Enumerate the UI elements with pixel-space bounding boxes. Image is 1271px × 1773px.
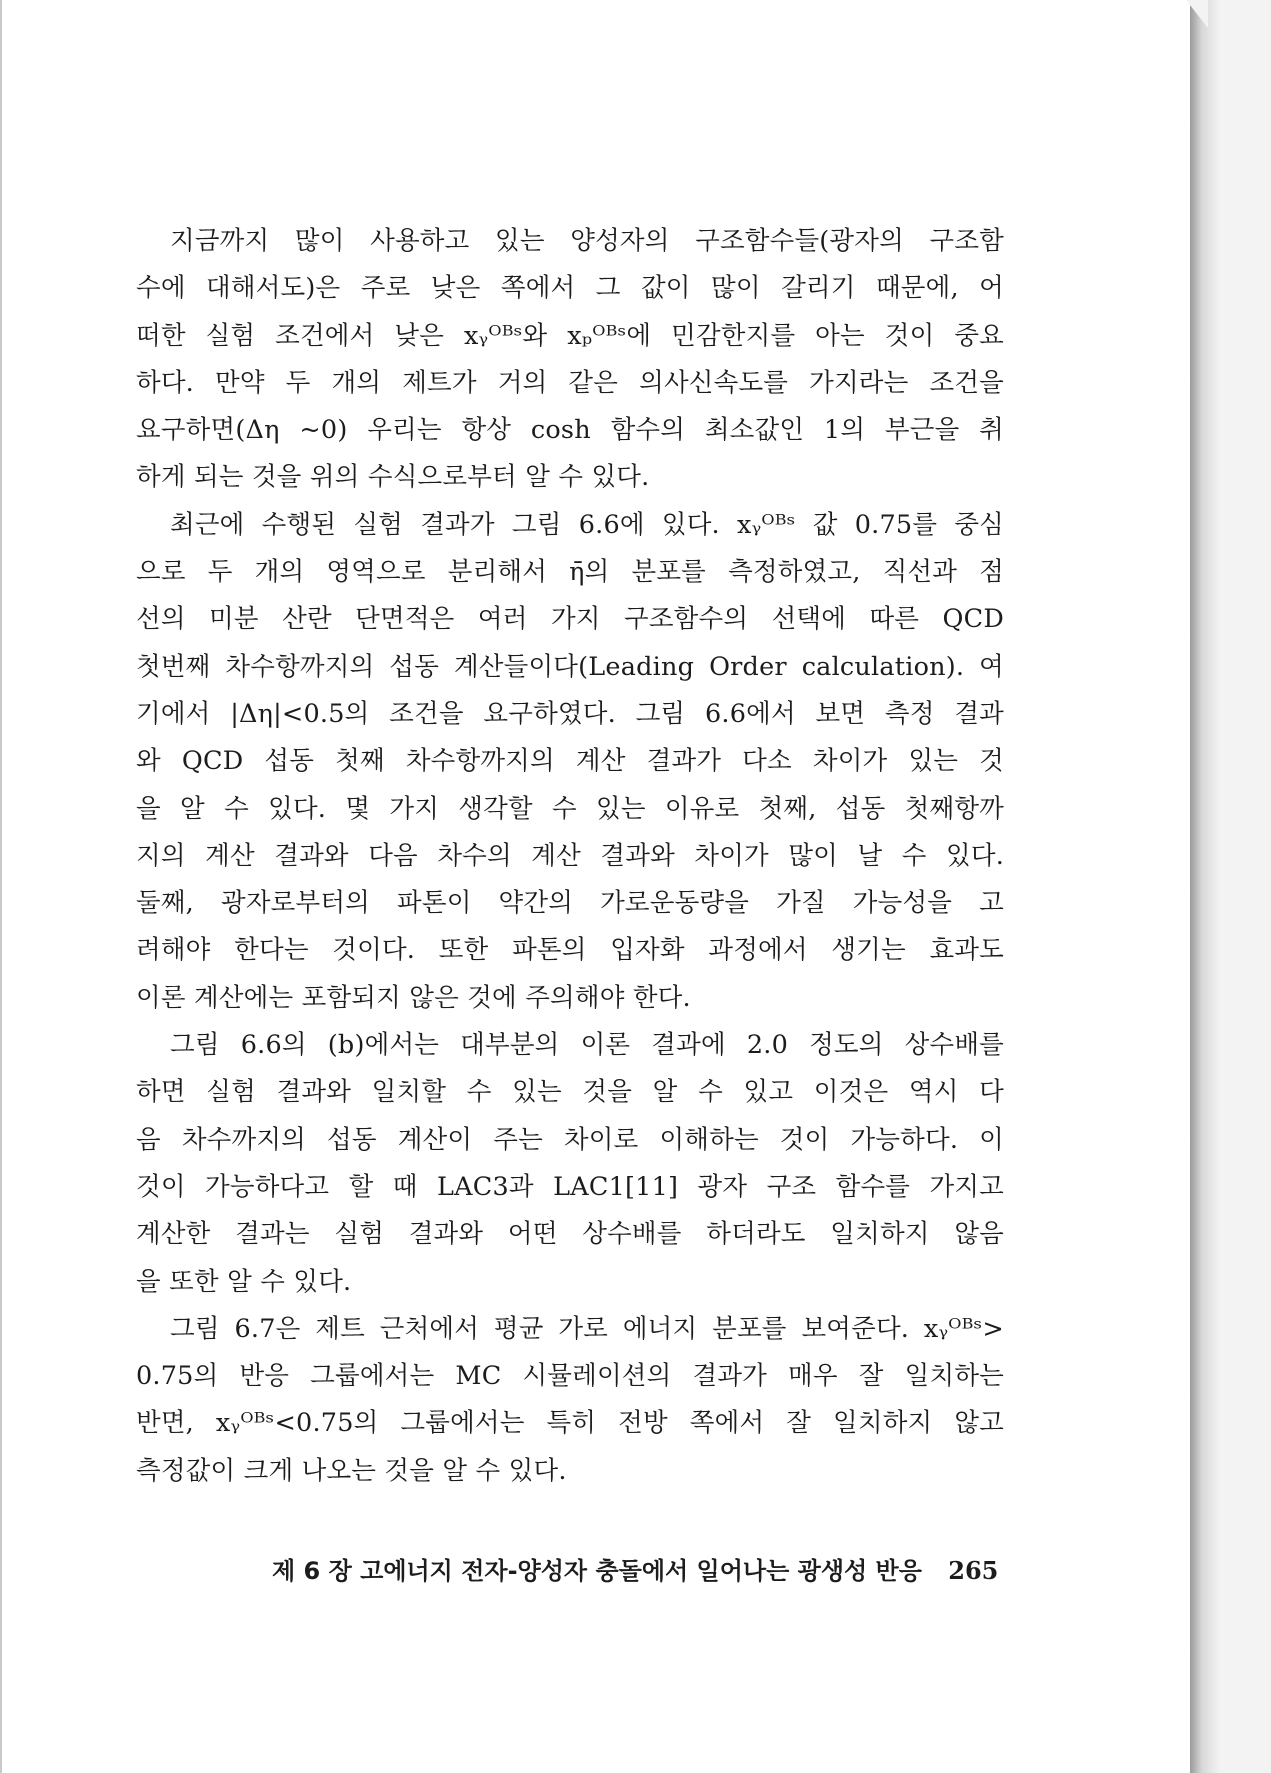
- text-line: 첫번째 차수항까지의 섭동 계산들이다(Leading Order calculation). 여: [136, 651, 1004, 682]
- chapter-title: 제 6 장 고에너지 전자-양성자 충돌에서 일어나는 광생성 반응: [272, 1557, 922, 1585]
- paragraph: [136, 1022, 1004, 1306]
- text-line: 수에 대해서도)은 주로 낮은 쪽에서 그 값이 많이 갈리기 때문에, 어: [136, 273, 1004, 304]
- text-line: 와 QCD 섭동 첫째 차수항까지의 계산 결과가 다소 차이가 있는 것: [136, 746, 1004, 777]
- text-line: 떠한 실험 조건에서 낮은 xᵧᴼᴮˢ와 xₚᴼᴮˢ에 민감한지를 아는 것이 중요: [136, 320, 1004, 351]
- page-edge-shadow: [1190, 0, 1220, 1773]
- text-line: 기에서 |Δη|<0.5의 조건을 요구하였다. 그림 6.6에서 보면 측정 결과: [136, 698, 1004, 729]
- text-line: 으로 두 개의 영역으로 분리해서 η̄의 분포를 측정하였고, 직선과 점: [136, 557, 1004, 588]
- text-line: 둘째, 광자로부터의 파톤이 약간의 가로운동량을 가질 가능성을 고: [136, 888, 1004, 919]
- text-line: 반면, xᵧᴼᴮˢ<0.75의 그룹에서는 특히 전방 쪽에서 잘 일치하지 않고: [136, 1408, 1004, 1439]
- paragraph: [136, 1306, 1004, 1495]
- text-line: 음 차수까지의 섭동 계산이 주는 차이로 이해하는 것이 가능하다. 이: [136, 1124, 1004, 1155]
- text-line: 려해야 한다는 것이다. 또한 파톤의 입자화 과정에서 생기는 효과도: [136, 935, 1004, 966]
- text-line: 것이 가능하다고 할 때 LAC3과 LAC1[11] 광자 구조 함수를 가지고: [136, 1171, 1004, 1202]
- text-line: 지금까지 많이 사용하고 있는 양성자의 구조함수들(광자의 구조함: [170, 226, 1004, 256]
- page-corner-fold: [1186, 0, 1208, 28]
- running-footer: [272, 1551, 999, 1586]
- text-line: 측정값이 크게 나오는 것을 알 수 있다.: [136, 1455, 567, 1486]
- text-line: 하다. 만약 두 개의 제트가 거의 같은 의사신속도를 가지라는 조건을: [136, 367, 1004, 398]
- text-line: 0.75의 반응 그룹에서는 MC 시뮬레이션의 결과가 매우 잘 일치하는: [136, 1361, 1004, 1392]
- page-number: 265: [948, 1556, 999, 1585]
- text-line: 지의 계산 결과와 다음 차수의 계산 결과와 차이가 많이 날 수 있다.: [136, 840, 1004, 871]
- body-text: [136, 218, 1004, 1495]
- text-line: 그림 6.6의 (b)에서는 대부분의 이론 결과에 2.0 정도의 상수배를: [170, 1030, 1004, 1061]
- text-line: 을 알 수 있다. 몇 가지 생각할 수 있는 이유로 첫째, 섭동 첫째항까: [136, 793, 1004, 824]
- paragraph: [136, 502, 1004, 1022]
- text-line: 최근에 수행된 실험 결과가 그림 6.6에 있다. xᵧᴼᴮˢ 값 0.75를 중심: [170, 509, 1004, 540]
- text-line: 하면 실험 결과와 일치할 수 있는 것을 알 수 있고 이것은 역시 다: [136, 1077, 1004, 1108]
- text-line: 을 또한 알 수 있다.: [136, 1266, 352, 1297]
- text-line: 이론 계산에는 포함되지 않은 것에 주의해야 한다.: [136, 982, 691, 1013]
- paragraph: [136, 218, 1004, 502]
- text-line: 하게 되는 것을 위의 수식으로부터 알 수 있다.: [136, 462, 650, 493]
- text-line: 그림 6.7은 제트 근처에서 평균 가로 에너지 분포를 보여준다. xᵧᴼᴮˢ>: [170, 1313, 1004, 1344]
- text-line: 요구하면(Δη ~0) 우리는 항상 cosh 함수의 최소값인 1의 부근을 취: [136, 415, 1004, 446]
- text-line: 선의 미분 산란 단면적은 여러 가지 구조함수의 선택에 따른 QCD: [136, 604, 1004, 635]
- text-line: 계산한 결과는 실험 결과와 어떤 상수배를 하더라도 일치하지 않음: [136, 1219, 1004, 1250]
